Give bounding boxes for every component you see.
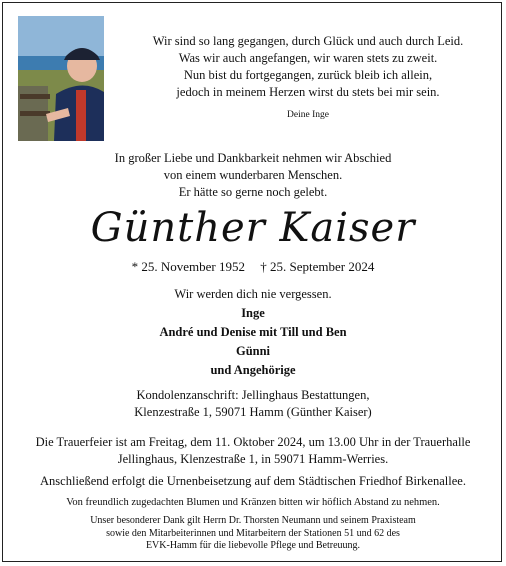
death-date: † 25. September 2024	[260, 259, 375, 274]
thanks-line: sowie den Mitarbeiterinnen und Mitarbeitern der Stationen 51 und 62 des	[106, 527, 400, 539]
deceased-name: Günther Kaiser	[90, 205, 416, 251]
never-forget-line: Wir werden dich nie vergessen.	[174, 287, 332, 301]
urn-burial-info: Anschließend erfolgt die Urnenbeisetzung auf dem Städtischen Friedhof Birkenallee.	[40, 474, 466, 488]
poem-line: Wir sind so lang gegangen, durch Glück und auch durch Leid.	[152, 34, 464, 48]
family-list	[0, 304, 506, 380]
ceremony-info	[0, 434, 506, 468]
birth-date: * 25. November 1952	[131, 259, 246, 274]
life-dates	[0, 259, 506, 275]
condolence-line: Klenzestraße 1, 59071 Hamm (Günther Kaiser)	[134, 405, 372, 419]
portrait-photo	[18, 16, 104, 141]
thanks-line: EVK-Hamm für die liebevolle Pflege und Betreuung.	[145, 540, 361, 551]
poem-line: Was wir auch angefangen, wir waren stets zu zweit.	[178, 51, 438, 65]
family-member: Inge	[241, 306, 265, 320]
thanks-line: Unser besonderer Dank gilt Herrn Dr. Thorsten Neumann und seinem Praxisteam	[90, 515, 416, 526]
intro-line: Er hätte so gerne noch gelebt.	[178, 185, 328, 199]
farewell-intro	[0, 150, 506, 201]
intro-line: In großer Liebe und Dankbarkeit nehmen wir Abschied	[114, 151, 392, 165]
condolence-address	[0, 387, 506, 421]
flowers-note: Von freundlich zugedachten Blumen und Kränzen bitten wir höflich Abstand zu nehmen.	[66, 497, 440, 508]
thanks-note	[0, 515, 506, 553]
poem-line: jedoch in meinem Herzen wirst du stets bei mir sein.	[176, 85, 440, 99]
family-member: André und Denise mit Till und Ben	[159, 325, 347, 339]
poem-line: Nun bist du fortgegangen, zurück bleib ich allein,	[183, 68, 433, 82]
family-member: und Angehörige	[210, 363, 296, 377]
intro-line: von einem wunderbaren Menschen.	[163, 168, 343, 182]
ceremony-line: Jellinghaus, Klenzestraße 1, in 59071 Hamm-Werries.	[117, 452, 389, 466]
ceremony-line: Die Trauerfeier ist am Freitag, dem 11. Oktober 2024, um 13.00 Uhr in der Trauerhalle	[35, 435, 471, 449]
poem	[118, 33, 498, 101]
poem-signature: Deine Inge	[287, 110, 329, 120]
condolence-line: Kondolenzanschrift: Jellinghaus Bestattungen,	[136, 388, 370, 402]
family-member: Günni	[235, 344, 271, 358]
